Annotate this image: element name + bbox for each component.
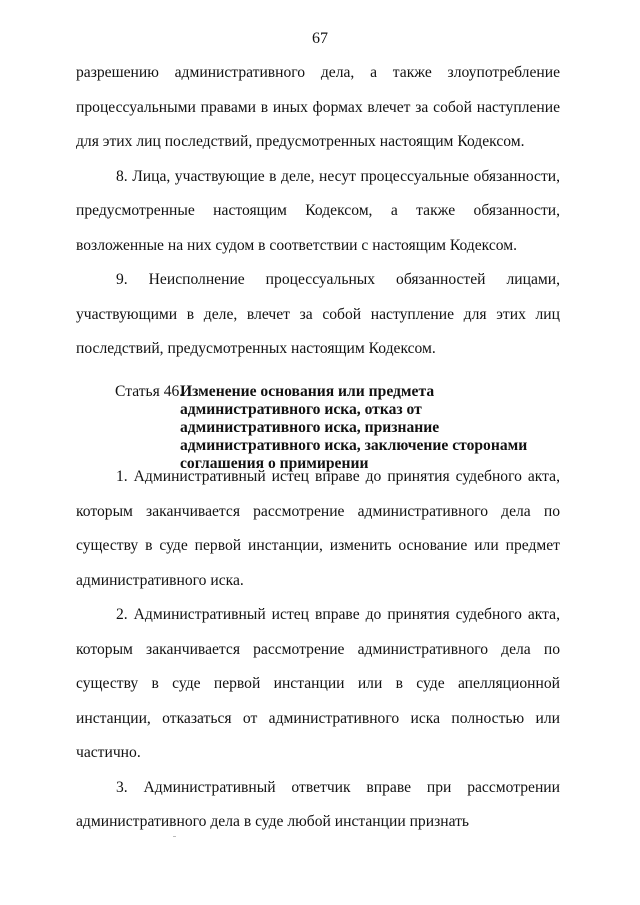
paragraph-item-3: 3. Административный ответчик вправе при рассмотрении административного дела в суде любой инстанции признать (76, 778, 560, 830)
paragraph-continuation: разрешению административного дела, а также злоупотребление процессуальными правами в иных формах влечет за собой наступление для этих лиц последствий, предусмотренных настоящим Кодексом. (76, 64, 560, 150)
body-text-bottom (76, 460, 560, 840)
scan-speck (173, 836, 176, 837)
paragraph-item-8: 8. Лица, участвующие в деле, несут процессуальные обязанности, предусмотренные настоящим Кодексом, а также обязанности, возложенные на них судом в соответствии с настоящим Кодексом. (76, 167, 560, 254)
article-label: Статья 46. (115, 383, 184, 400)
page-number: 67 (312, 30, 328, 47)
paragraph-item-9: 9. Неисполнение процессуальных обязанностей лицами, участвующими в деле, влечет за собой наступление для этих лиц последствий, предусмотренных настоящим Кодексом. (76, 271, 560, 357)
article-title: Изменение основания или предмета административного иска, отказ от административного иска, признание административного иска, заключение сторонами соглашения о примирении (180, 383, 528, 472)
paragraph-item-1: 1. Административный истец вправе до принятия судебного акта, которым заканчивается рассмотрение административного дела по существу в суде первой инстанции, изменить основание или предмет административного иска. (76, 468, 560, 589)
body-text-top (76, 56, 560, 367)
paragraph-item-2: 2. Административный истец вправе до принятия судебного акта, которым заканчивается рассмотрение административного дела по существу в суде первой инстанции или в суде апелляционной инстанции, отказаться от административного иска полностью или частично. (76, 606, 560, 761)
